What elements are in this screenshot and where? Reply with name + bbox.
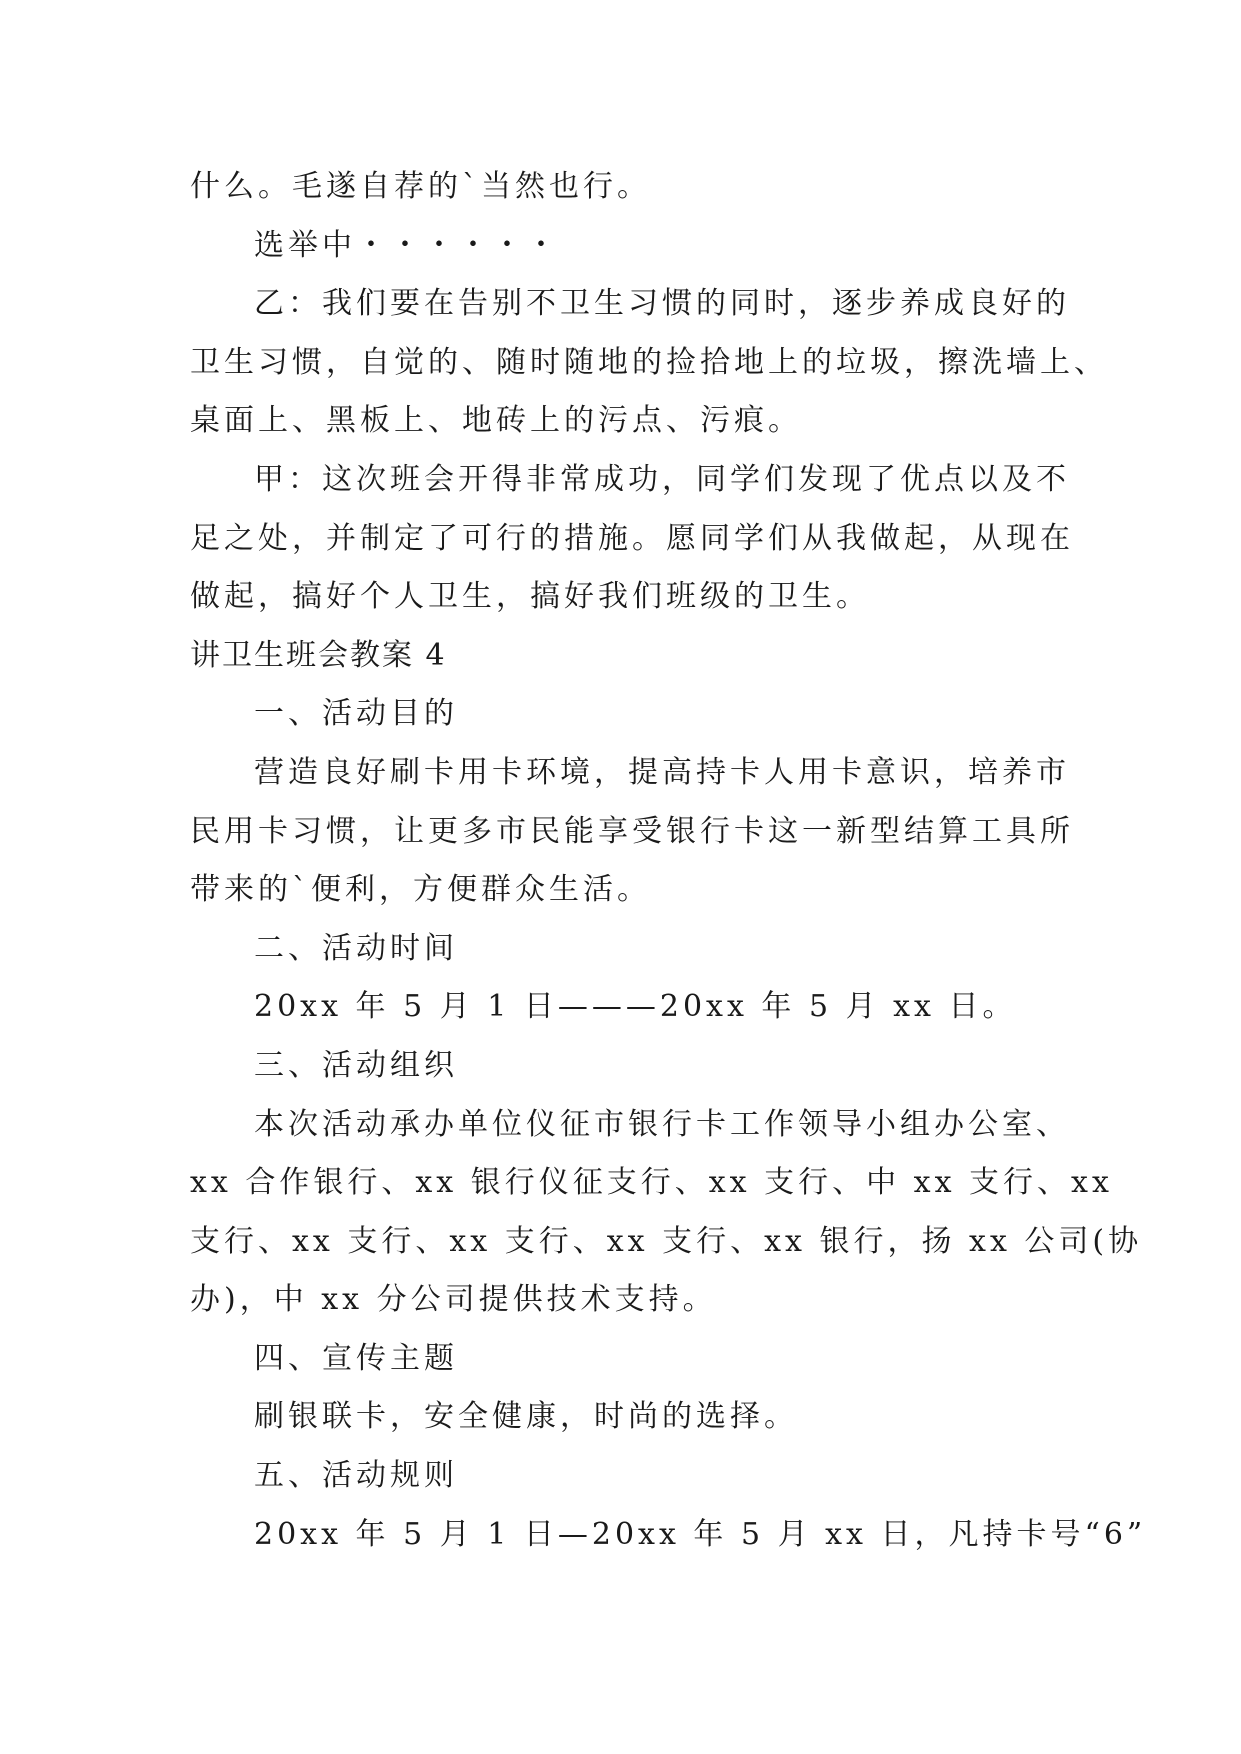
- text-line: 20xx 年 5 月 1 日———20xx 年 5 月 xx 日。: [254, 989, 1017, 1025]
- section-title: 三、活动组织: [254, 1047, 458, 1083]
- section-title: 二、活动时间: [254, 930, 458, 966]
- document-body: [190, 158, 1147, 1564]
- text-line: 卫生习惯，自觉的、随时随地的捡拾地上的垃圾，擦洗墙上、: [190, 344, 1108, 380]
- text-line: 甲：这次班会开得非常成功，同学们发现了优点以及不: [254, 461, 1070, 497]
- section-title: 五、活动规则: [254, 1458, 458, 1494]
- text-line: 乙：我们要在告别不卫生习惯的同时，逐步养成良好的: [254, 286, 1070, 322]
- section-title: 一、活动目的: [254, 696, 458, 732]
- text-line: 什么。毛遂自荐的`当然也行。: [190, 169, 651, 204]
- text-line: 民用卡习惯，让更多市民能享受银行卡这一新型结算工具所: [190, 813, 1074, 849]
- text-line: 足之处，并制定了可行的措施。愿同学们从我做起，从现在: [190, 520, 1074, 556]
- text-line: 桌面上、黑板上、地砖上的污点、污痕。: [190, 403, 802, 439]
- text-line: 选举中・・・・・・: [254, 227, 560, 263]
- section-heading: 讲卫生班会教案 4: [190, 637, 447, 673]
- text-line: 支行、xx 支行、xx 支行、xx 支行、xx 银行，扬 xx 公司(协: [190, 1223, 1143, 1259]
- text-line: xx 合作银行、xx 银行仪征支行、xx 支行、中 xx 支行、xx: [190, 1165, 1113, 1201]
- text-line: 做起，搞好个人卫生，搞好我们班级的卫生。: [190, 579, 870, 615]
- section-title: 四、宣传主题: [254, 1340, 458, 1376]
- text-line: 带来的`便利，方便群众生活。: [190, 872, 651, 908]
- text-line: 本次活动承办单位仪征市银行卡工作领导小组办公室、: [254, 1106, 1070, 1142]
- text-line: 办)，中 xx 分公司提供技术支持。: [190, 1282, 717, 1318]
- text-line: 营造良好刷卡用卡环境，提高持卡人用卡意识，培养市: [254, 754, 1070, 790]
- text-line: 20xx 年 5 月 1 日—20xx 年 5 月 xx 日，凡持卡号“6”: [254, 1516, 1147, 1552]
- text-line: 刷银联卡，安全健康，时尚的选择。: [254, 1399, 798, 1435]
